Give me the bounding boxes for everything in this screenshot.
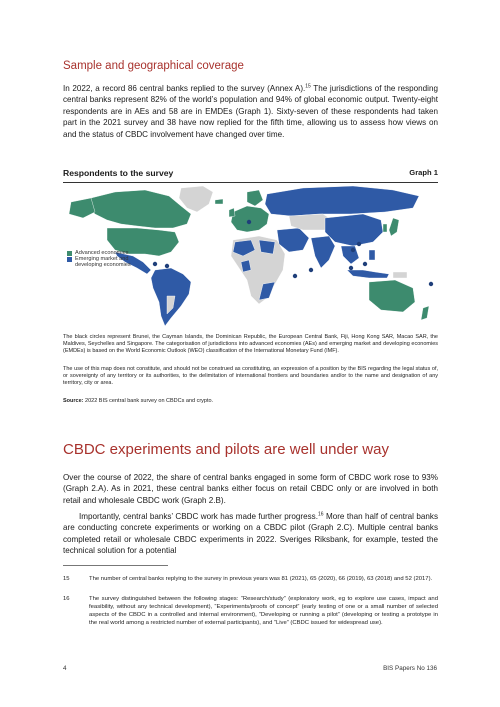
paragraph-experiments-1: Over the course of 2022, the share of central banks engaged in some form of CBDC work rose to 93% (Graph 2.A). As in 2021, these central banks either focus on retail CBDC only or are involved in both retail and wholesale CBDC work (Graph 2.B).: [63, 473, 438, 505]
graph-note-markers: The black circles represent Brunei, the Cayman Islands, the Dominican Republic, the European Central Bank, Fiji, Hong Kong SAR, Macao SAR, the Maldives, Seychelles and Singapore. The categorisation of jurisdictions into advanced economies (AEs) and emerging market and developing economies (EMDEs) is based on the World Economic Outlook (WEO) classification of the International Monetary Fund (IMF).: [63, 334, 438, 355]
graph-number: Graph 1: [409, 168, 438, 177]
papua-shape: [393, 272, 407, 278]
iceland-shape: [215, 199, 223, 204]
footnote-ref-16[interactable]: 16: [317, 511, 324, 518]
map-marker-ecb: [247, 220, 251, 224]
china-shape: [325, 214, 383, 246]
indonesia-shape: [347, 270, 389, 278]
footnote-divider: [63, 565, 168, 566]
europe-shape: [231, 206, 269, 232]
legend-swatch-emerging: [67, 257, 72, 262]
paragraph-sample: In 2022, a record 86 central banks replied to the survey (Annex A).$^{15}$ The jurisdictions of the responding central banks represent 82% of the world’s population and 94% of global economic output. Twenty-eight respondents are in AEs and 58 are in EMDEs (Graph 1). Sixty-seven of these respondents had taken part in the 2021 survey and 38 have now replied for the fifth time, allowing us to assess how views on and the status of CBDC involvement have changed over time.: [63, 83, 438, 139]
legend-item-advanced: Advanced economies: [67, 250, 137, 256]
section-heading-sample: Sample and geographical coverage: [63, 60, 244, 72]
southeast-asia-shape: [341, 246, 359, 264]
greenland-shape: [179, 186, 213, 212]
uk-shape: [229, 208, 235, 217]
korea-shape: [383, 224, 387, 232]
graph-title: Respondents to the survey: [63, 168, 174, 178]
canada-shape: [87, 190, 191, 228]
legend-item-emerging: Emerging market and developing economies: [67, 256, 137, 268]
australia-shape: [369, 280, 415, 312]
map-marker-hong-kong: [357, 242, 361, 246]
alaska-shape: [69, 198, 95, 218]
graph-header: [63, 168, 438, 183]
footnote-ref-15[interactable]: 15: [305, 83, 311, 90]
map-marker-caribbean-2: [165, 264, 169, 268]
paragraph-experiments-2: Importantly, central banks’ CBDC work has made further progress.$^{16}$ More than half of central banks are conducting concrete experiments or working on a CBDC pilot (Graph 2.C). Multiple central banks completed retail or wholesale CBDC experiments in 2022. Sveriges Riksbank, for example, tested the technical solution for a potential: [63, 511, 438, 556]
philippines-shape: [369, 250, 375, 260]
new-zealand-shape: [421, 306, 429, 320]
graph-note-disclaimer: The use of this map does not constitute, and should not be construed as constituting, an expression of a position by the BIS regarding the legal status of, or sovereignty of any territory or its authorities, to the delimitation of international frontiers and boundaries and/or to the name and designation of any territory, city or area.: [63, 366, 438, 387]
map-marker-fiji: [429, 282, 433, 286]
japan-shape: [389, 218, 399, 236]
russia-shape: [265, 186, 419, 216]
map-marker-macao: [351, 248, 355, 252]
scandinavia-shape: [247, 190, 263, 206]
india-shape: [311, 236, 335, 268]
page-number: 4: [63, 665, 67, 672]
graph-source: Source: 2022 BIS central bank survey on CBDCs and crypto.: [63, 398, 214, 404]
map-legend: [67, 250, 137, 269]
map-marker-maldives: [309, 268, 313, 272]
map-marker-brunei: [363, 262, 367, 266]
map-marker-caribbean-1: [153, 262, 157, 266]
map-marker-singapore: [349, 266, 353, 270]
section-heading-experiments: CBDC experiments and pilots are well under way: [63, 441, 389, 458]
publication-name: BIS Papers No 136: [383, 665, 437, 672]
legend-swatch-advanced: [67, 251, 72, 256]
page: Sample and geographical coverage In 2022, a record 86 central banks replied to the survey (Annex A).$^{15}$ The jurisdictions of the responding central banks represent 82% of the world’s population and 94% of global economic output. Twenty-eight respondents are in AEs and 58 are in EMDEs (Graph 1). Sixty-seven of these respondents had taken part in the 2021 survey and 38 have now replied for the fifth time, allowing us to assess how views on and the status of CBDC involvement have changed over time. Respondents to the survey Graph 1 Advanced economies Emerging market and developing economies The black circles represent Brunei, the Cayman Islands, the Dominican Republic, the European Central Bank, Fiji, Hong Kong SAR, Macao SAR, the Maldives, Seychelles and Singapore. The categorisation of jurisdictions into advanced economies (AEs) and emerging market and developing economies (EMDEs) is based on the World Economic Outlook (WEO) classification of the International Monetary Fund (IMF). The use of this map does not constitute, and should not be construed as constituting, an expression of a position by the BIS regarding the legal status of, or sovereignty of any territory or its authorities, to the delimitation of international frontiers and boundaries and/or to the name and designation of any territory, city or area. Source: 2022 BIS central bank survey on CBDCs and crypto. CBDC experiments and pilots are well under way Over the course of 2022, the share of central banks engaged in some form of CBDC work rose to 93% (Graph 2.A). As in 2021, these central banks either focus on retail CBDC only or are involved in both retail and wholesale CBDC work (Graph 2.B). Importantly, central banks’ CBDC work has made further progress.$^{16}$ More than half of central banks are conducting concrete experiments or working on a CBDC pilot (Graph 2.C). Multiple central banks completed retail or wholesale CBDC experiments in 2022. Sveriges Riksbank, for example, tested the technical solution for a potential 15 The number of central banks replying to the survey in previous years was 81 (2021), 65 (2020), 66 (2019), 63 (2018) and 52 (2017). 16 The survey distinguished between the following stages: “Research/study” (exploratory work, eg to explore use cases, impact and feasibility, without any technical development), “Experiments/proofs of concept” (early testing of one or a small number of selected aspects of the CBDC in a controlled and internal environment), “Developing or running a pilot” (developing or testing a prototype in the real world among a restricted number of external participants), and “Live” (CBDC issued for widespread use). 4 BIS Papers No 136: [63, 60, 438, 672]
map-marker-seychelles: [293, 274, 297, 278]
